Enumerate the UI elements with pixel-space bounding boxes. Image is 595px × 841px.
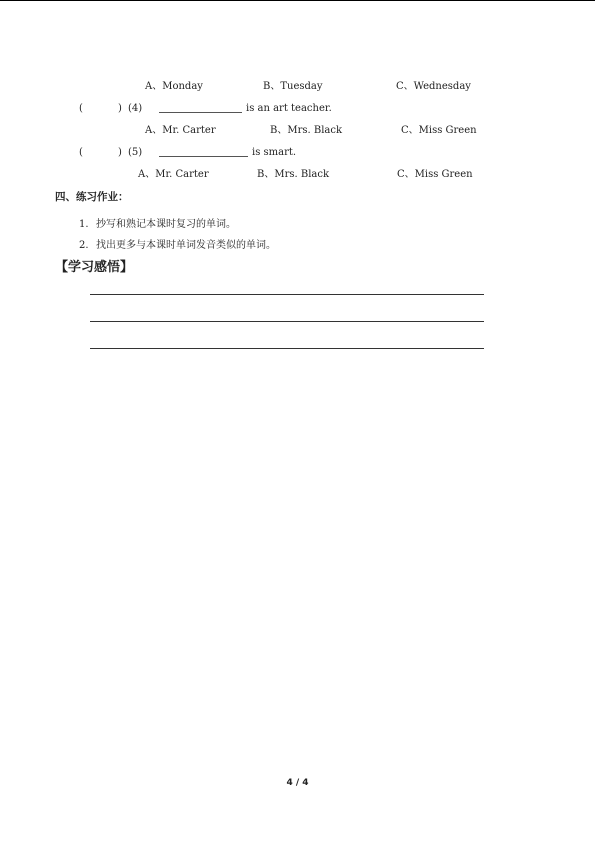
q5-paren-open: ( — [79, 147, 83, 158]
homework-item-1-num: 1. — [79, 219, 89, 230]
homework-heading: 四、练习作业： — [55, 191, 129, 203]
q3-option-b: B、Tuesday — [263, 81, 323, 92]
q3-option-a: A、Monday — [145, 81, 203, 92]
q5-stem: is smart. — [252, 147, 297, 158]
q4-answer-blank[interactable] — [159, 103, 242, 113]
q5-answer-blank[interactable] — [159, 147, 248, 157]
q4-paren-close: ) — [118, 103, 122, 114]
reflection-writing-line-1[interactable] — [90, 294, 484, 295]
page-number: 4 / 4 — [286, 778, 309, 788]
q4-paren-open: ( — [79, 103, 83, 114]
q5-option-b: B、Mrs. Black — [257, 169, 330, 180]
q4-option-b: B、Mrs. Black — [270, 125, 343, 136]
q5-number: (5) — [128, 147, 143, 158]
reflection-writing-line-3[interactable] — [90, 348, 484, 349]
page-top-border — [0, 0, 595, 1]
homework-item-1-text: 抄写和熟记本课时复习的单词。 — [96, 219, 236, 230]
q5-option-a: A、Mr. Carter — [138, 169, 209, 180]
q3-option-c: C、Wednesday — [396, 81, 471, 92]
reflection-writing-line-2[interactable] — [90, 321, 484, 322]
q4-number: (4) — [128, 103, 143, 114]
reflection-heading: 【学习感悟】 — [55, 260, 134, 275]
q4-option-c: C、Miss Green — [401, 125, 477, 136]
q5-paren-close: ) — [118, 147, 122, 158]
homework-item-2-num: 2. — [79, 240, 89, 251]
q4-option-a: A、Mr. Carter — [145, 125, 216, 136]
q5-option-c: C、Miss Green — [397, 169, 473, 180]
q4-stem: is an art teacher. — [246, 103, 332, 114]
homework-item-2-text: 找出更多与本课时单词发音类似的单词。 — [96, 240, 276, 251]
